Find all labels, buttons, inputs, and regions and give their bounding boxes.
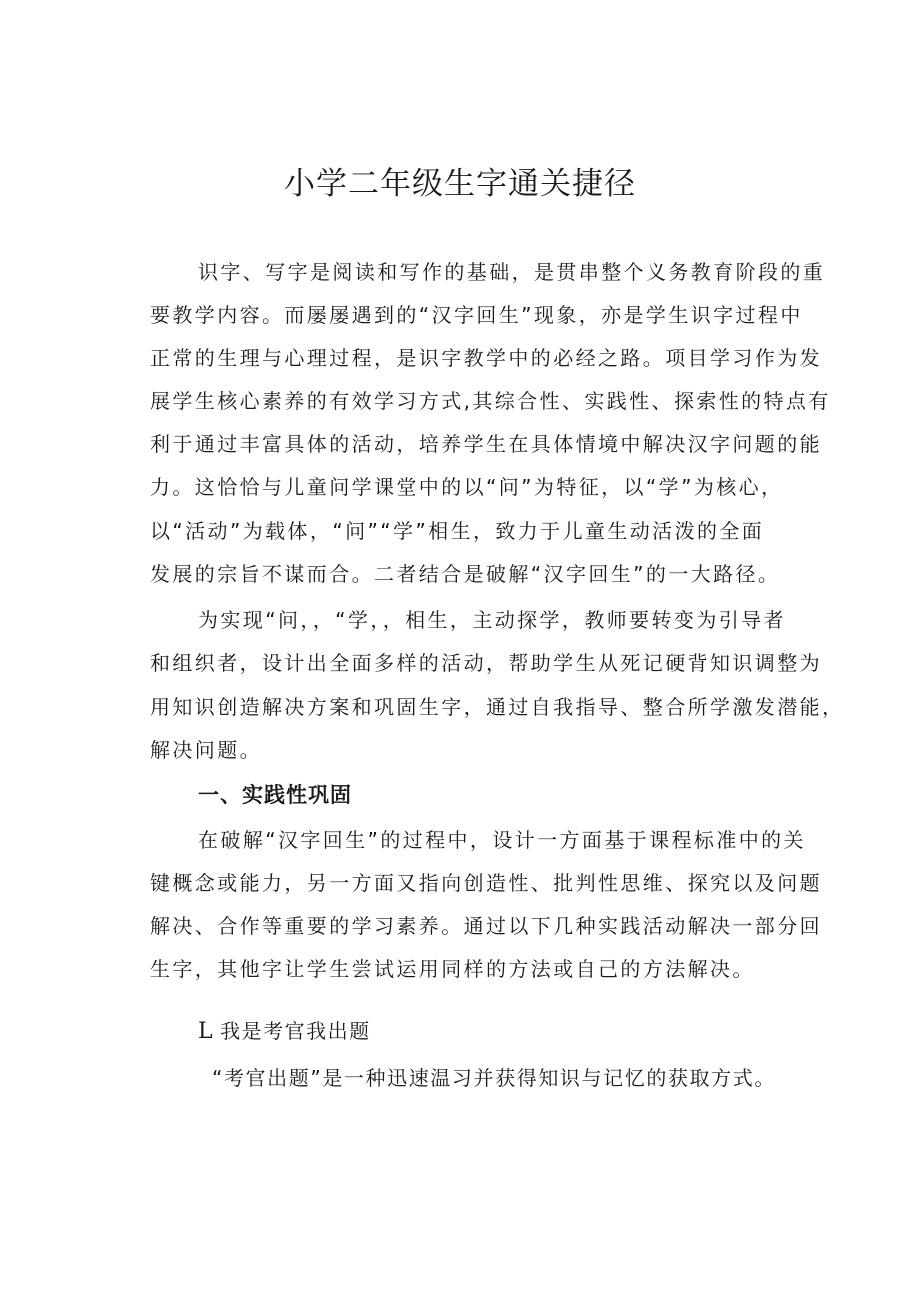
paragraph-line: 在破解“汉字回生”的过程中，设计一方面基于课程标准中的关 <box>198 828 806 852</box>
paragraph-line: 要教学内容。而屡屡遇到的“汉字回生”现象，亦是学生识字过程中 <box>150 303 803 327</box>
paragraph-line: 识字、写字是阅读和写作的基础，是贯串整个义务教育阶段的重 <box>198 260 826 284</box>
paragraph-line: 为实现“问，，“学，，相生，主动探学，教师要转变为引导者 <box>198 608 786 632</box>
paragraph-line: 键概念或能力，另一方面又指向创造性、批判性思维、探究以及问题 <box>150 871 822 895</box>
paragraph-line: 利于通过丰富具体的活动，培养学生在具体情境中解决汉字问题的能 <box>150 432 822 456</box>
paragraph-line: 正常的生理与心理过程，是识字教学中的必经之路。项目学习作为发 <box>150 346 822 370</box>
paragraph-line: 和组织者，设计出全面多样的活动，帮助学生从死记硬背知识调整为 <box>150 651 822 675</box>
paragraph-line: 力。这恰恰与儿童问学课堂中的以“问”为特征，以“学”为核心， <box>150 475 784 499</box>
subsection-label: 我是考官我出题 <box>220 1019 371 1043</box>
paragraph-line: “考官出题”是一种迅速温习并获得知识与记忆的获取方式。 <box>212 1066 776 1090</box>
paragraph-line: 解决、合作等重要的学习素养。通过以下几种实践活动解决一部分回 <box>150 914 822 938</box>
subsection-heading <box>198 1016 371 1047</box>
paragraph-line: 发展的宗旨不谋而合。二者结合是破解“汉字回生”的一大路径。 <box>150 562 781 586</box>
document-title: 小学二年级生字通关捷径 <box>284 166 636 202</box>
paragraph-line: 解决问题。 <box>150 738 262 762</box>
section-heading: 一、实践性巩固 <box>198 783 352 807</box>
subsection-marker: L <box>198 1019 215 1044</box>
paragraph-line: 以“活动”为载体，“问”“学”相生，致力于儿童生动活泼的全面 <box>150 519 765 543</box>
paragraph-line: 用知识创造解决方案和巩固生字，通过自我指导、整合所学激发潜能， <box>150 695 845 719</box>
paragraph-line: 生字，其他字让学生尝试运用同样的方法或自己的方法解决。 <box>150 957 755 981</box>
paragraph-line: 展学生核心素养的有效学习方式,其综合性、实践性、探索性的特点有 <box>150 389 831 413</box>
